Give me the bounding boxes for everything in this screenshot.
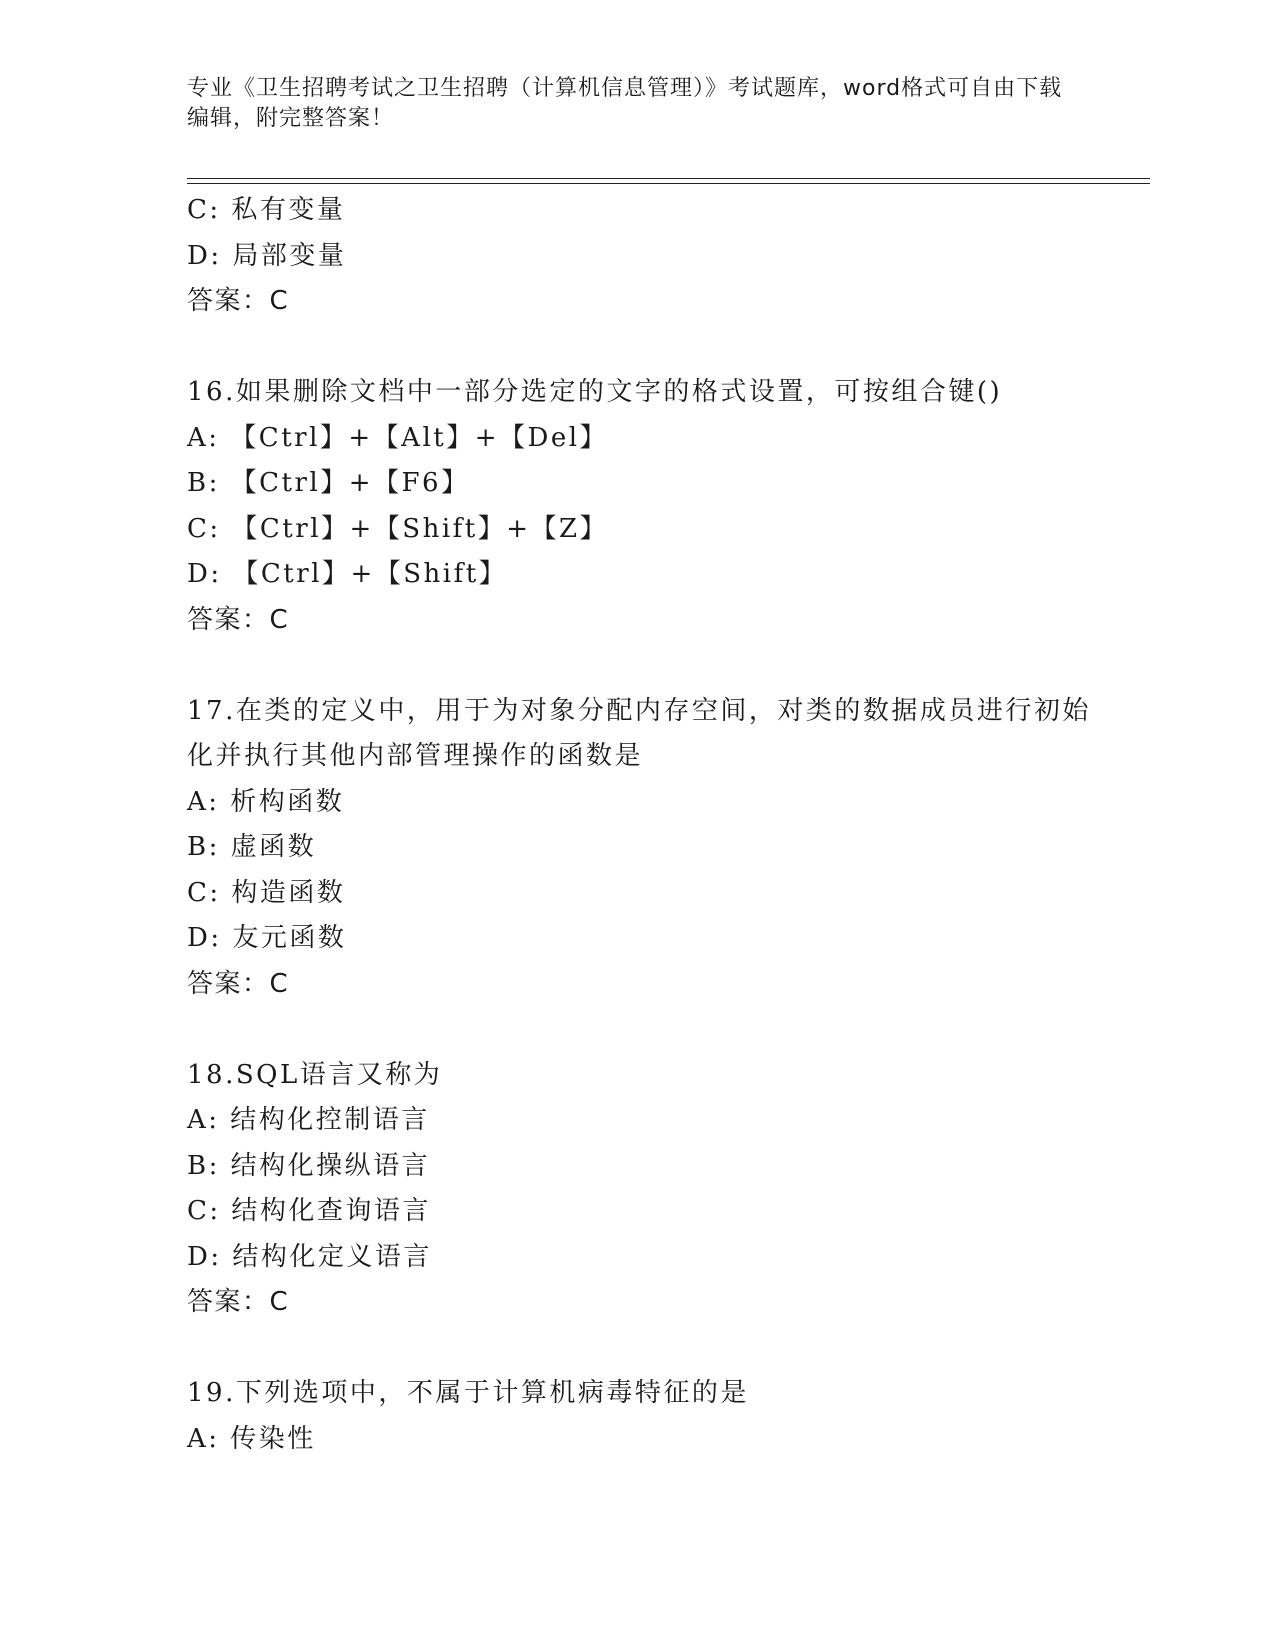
question-16-answer: 答案：C [187,604,290,635]
question-17-option-b: B: 虚函数 [187,832,317,862]
question-18-option-c: C: 结构化查询语言 [187,1196,431,1226]
header-divider-top [187,178,1150,179]
header-divider-bottom [187,183,1150,184]
question-17-option-a: A: 析构函数 [187,786,345,817]
question-18-option-a: A: 结构化控制语言 [187,1105,430,1135]
option-d: D: 局部变量 [187,240,347,271]
question-18-option-d: D: 结构化定义语言 [187,1241,432,1272]
question-17-option-c: C: 构造函数 [187,877,346,908]
question-19-stem: 19.下列选项中，不属于计算机病毒特征的是 [187,1378,749,1408]
option-c: C: 私有变量 [187,195,346,225]
question-16-option-d: D: 【Ctrl】+【Shift】 [187,559,508,589]
question-16-option-a: A: 【Ctrl】+【Alt】+【Del】 [187,422,609,453]
answer-line: 答案：C [187,286,290,316]
question-18-answer: 答案：C [187,1287,290,1317]
question-list [187,188,1107,1462]
question-17-stem: 17.在类的定义中，用于为对象分配内存空间，对类的数据成员进行初始化并执行其他内部管理操作的函数是 [187,695,1091,771]
question-19-option-a: A: 传染性 [187,1423,316,1454]
question-17-answer: 答案：C [187,968,290,999]
question-16-option-b: B: 【Ctrl】+【F6】 [187,468,470,498]
question-18-option-b: B: 结构化操纵语言 [187,1150,431,1181]
question-17-option-d: D: 友元函数 [187,923,347,953]
question-16-option-c: C: 【Ctrl】+【Shift】+【Z】 [187,513,609,544]
question-18-stem: 18.SQL语言又称为 [187,1059,443,1090]
question-16-stem: 16.如果删除文档中一部分选定的文字的格式设置，可按组合键() [187,377,1003,407]
page-header: 专业《卫生招聘考试之卫生招聘（计算机信息管理）》考试题库，word格式可自由下载编辑，附完整答案！ [187,76,1063,131]
